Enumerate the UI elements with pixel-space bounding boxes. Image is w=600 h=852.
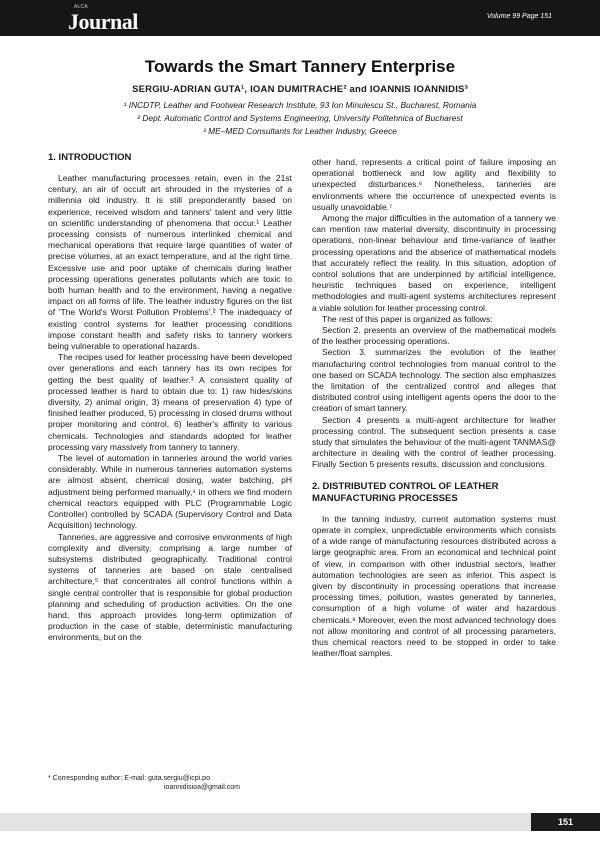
paragraph: Section 3. summarizes the evolution of the leather manufacturing control technologies from manual control to the one based on SCADA technology. The section also emphasizes the limitation of the centralized control and alleges that distributed control using intelligent agents opens the door to the creation of smart tannery. <box>312 347 556 414</box>
footnote-line: * Corresponding author: E-mail: guta.sergiu@icpi.po <box>48 775 210 782</box>
footnote-line: ioannidisioa@gmail.com <box>164 784 240 791</box>
footnote <box>48 774 298 792</box>
header-bar <box>0 0 600 36</box>
volume-page-label: Volume 99 Page 151 <box>486 13 552 20</box>
journal-small-label: ALCA <box>74 4 88 10</box>
affiliation-2: ² Dept. Automatic Control and Systems Engineering, University Politehnica of Bucharest <box>137 113 463 123</box>
affiliation-3: ³ ME–MED Consultants for Leather Industry, Greece <box>203 126 397 136</box>
article-authors: SERGIU-ADRIAN GUTA¹, IOAN DUMITRACHE² and IOANNIS IOANNIDIS³ <box>132 84 468 95</box>
paragraph: Among the major difficulties in the automation of a tannery we can mention raw material diversity, discontinuity in processing operations, non-linear behaviour and time-variance of leather processing operations and the absence of mathematical models that accurately reflect the reality. In this situation, adoption of control solutions that are underpinned by artificial intelligence, heuristic techniques based on experience, intelligent methodologies and multi-agent systems architectures represent a viable solution for leather processing control. <box>312 213 556 313</box>
footer-bar <box>0 813 600 831</box>
paragraph: In the tanning industry, current automation systems must operate in complex, unpredictable environments which consists of a wide range of manufacturing resources distributed across a large geographic area. From an economical and technical point of view, in comparison with other industrial sectors, leather automation technologies are seen as inferior. This aspect is given by discontinuity in processing operations that increase processing times, pollution, wastes generated by tanneries, consumption of a high volume of water and hazardous chemicals.⁸ Moreover, even the most advanced technology does not allow monitoring and control of all processing parameters, thus chemical reactors need to be stopped in order to take leather/float samples. <box>312 513 556 659</box>
section-heading-distributed-control: 2. DISTRIBUTED CONTROL OF LEATHER MANUFACTURING PROCESSES <box>312 480 499 504</box>
left-column <box>48 152 292 644</box>
paragraph: Leather manufacturing processes retain, even in the 21st century, an air of occult art shrouded in the mysteries of a millennia old industry. It is still preponderantly based on experience, received wisdom and tanners' talent and very little on scientific understanding of phenomena that occur.¹ Leather processing consists of numerous interlinked chemical and mechanical operations that require large quantities of water of precise volumes, at an exact temperature, and at the right time. Excessive use and poor uptake of chemicals during leather processing operations generates pollutants which are toxic to both human health and to the environment, having a negative impact on all forms of life. The leather industry figures on the list of 'The World's Worst Pollution Problems'.² The inadequacy of existing control systems for leather processing conditions impose constant health and safety risks to tannery workers being vulnerable to operational hazards. <box>48 173 292 352</box>
journal-logo: Journal <box>68 9 138 34</box>
article-title: Towards the Smart Tannery Enterprise <box>144 57 456 76</box>
paragraph: Section 2. presents an overview of the mathematical models of the leather processing operations. <box>312 325 556 347</box>
affiliation-1: ¹ INCDTP, Leather and Footwear Research Institute, 93 Ion Minulescu St., Bucharest, Romania <box>123 100 477 110</box>
paragraph: The recipes used for leather processing have been developed over generations and each tannery has its own recipes for getting the best quality of leather.³ A consistent quality of processed leather is hard to obtain due to: 1) raw hides/skins diversity, 2) animal origin, 3) means of preservation 4) type of finished leather produced, 5) processing in closed drums without proper monitoring and control, 6) leather's affinity to various chemicals. Technologies and standards adopted for leather processing vary massively from tannery to tannery. <box>48 352 292 452</box>
paragraph: other hand, represents a critical point of failure imposing an operational bottleneck and low agility and flexibility to unexpected disturbances.⁶ Nonetheless, tanneries are environments where the occurrence of unexpected events is usually unavoidable.⁷ <box>312 157 556 212</box>
paragraph: Section 4 presents a multi-agent architecture for leather processing control. The subsequent section presents a case study that simulates the behaviour of the multi-agent TANMAS@ architecture in dealing with the control of leather processing. Finally Section 5 presents results, discussion and conclusions. <box>312 414 556 470</box>
paragraph: Tanneries, are aggressive and corrosive environments of high complexity and diversity, comprising a large number of subsystems distributed geographically. Traditional control systems of tanneries are based on stale centralised architecture,⁵ that concentrates all control functions within a single central controller that is responsible for global production planning and scheduling of production activities. On the one hand, this approach provides long-term optimization of production in the case of stable, deterministic manufacturing environments, but on the <box>48 531 292 643</box>
right-column <box>312 157 556 659</box>
paragraph: The rest of this paper is organized as follows: <box>322 313 493 324</box>
section-heading-introduction: 1. INTRODUCTION <box>48 152 132 163</box>
paragraph: The level of automation in tanneries around the world varies considerably. While in numerous tanneries automation systems are almost absent, chemical dosing, water batching, pH adjustment being performed manually,⁴ in others we find modern chemical reactors equipped with PLC (Programmable Logic Controller) controlled by SCADA (Supervisory Control and Data Acquisition) technology. <box>48 453 292 531</box>
page-number: 151 <box>531 813 600 831</box>
